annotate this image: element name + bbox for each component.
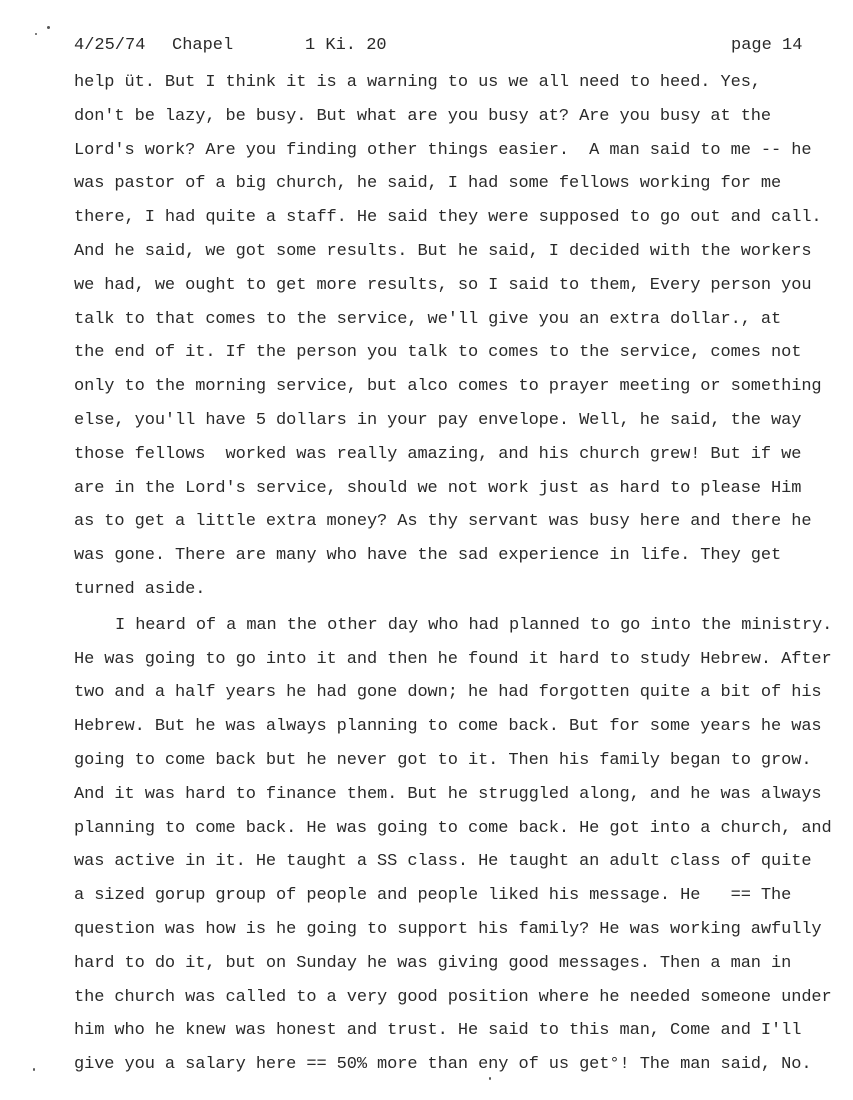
header-reference: 1 Ki. 20 <box>305 36 387 55</box>
text-line: a sized gorup group of people and people liked his message. He == The <box>74 886 792 906</box>
text-line: talk to that comes to the service, we'll give you an extra dollar., at <box>74 309 782 329</box>
text-line: the end of it. If the person you talk to comes to the service, comes not <box>74 343 802 363</box>
ink-speck <box>47 26 50 29</box>
text-line: are in the Lord's service, should we not work just as hard to please Him <box>74 478 802 498</box>
text-line: those fellows worked was really amazing, and his church grew! But if we <box>74 444 802 464</box>
text-line: question was how is he going to support his family? He was working awfully <box>74 919 822 939</box>
paragraph-start-line: I heard of a man the other day who had planned to go into the ministry. <box>115 615 833 635</box>
text-line: two and a half years he had gone down; he had forgotten quite a bit of his <box>74 683 822 703</box>
text-line: only to the morning service, but alco comes to prayer meeting or something <box>74 377 822 397</box>
text-line: we had, we ought to get more results, so I said to them, Every person you <box>74 275 812 295</box>
text-line: was gone. There are many who have the sad experience in life. They get <box>74 546 782 566</box>
text-line: was pastor of a big church, he said, I had some fellows working for me <box>74 174 782 194</box>
text-line: hard to do it, but on Sunday he was giving good messages. Then a man in <box>74 953 792 973</box>
text-line: else, you'll have 5 dollars in your pay envelope. Well, he said, the way <box>74 410 802 430</box>
text-line: him who he knew was honest and trust. He said to this man, Come and I'll <box>74 1021 802 1041</box>
text-line: And he said, we got some results. But he said, I decided with the workers <box>74 241 812 261</box>
text-line: was active in it. He taught a SS class. He taught an adult class of quite <box>74 852 812 872</box>
text-line: the church was called to a very good position where he needed someone under <box>74 987 832 1007</box>
text-line: there, I had quite a staff. He said they were supposed to go out and call. <box>74 208 822 228</box>
text-line: give you a salary here == 50% more than eny of us get°! The man said, No. <box>74 1055 812 1075</box>
text-line: turned aside. <box>74 579 206 599</box>
ink-speck <box>33 1068 35 1071</box>
header-date: 4/25/74 <box>74 36 146 55</box>
text-line: He was going to go into it and then he found it hard to study Hebrew. After <box>74 649 832 669</box>
text-line: Lord's work? Are you finding other things easier. A man said to me -- he <box>74 140 812 160</box>
ink-speck <box>489 1077 491 1080</box>
text-line: going to come back but he never got to it. Then his family began to grow. <box>74 750 812 770</box>
header-page-number: page 14 <box>731 36 803 55</box>
text-line: don't be lazy, be busy. But what are you busy at? Are you busy at the <box>74 106 772 126</box>
header-event: Chapel <box>172 36 234 55</box>
ink-speck <box>35 33 37 35</box>
text-line: help üt. But I think it is a warning to us we all need to heed. Yes, <box>74 73 761 92</box>
text-line: And it was hard to finance them. But he struggled along, and he was always <box>74 784 822 804</box>
text-line: as to get a little extra money? As thy servant was busy here and there he <box>74 512 812 532</box>
text-line: planning to come back. He was going to come back. He got into a church, and <box>74 818 832 838</box>
text-line: Hebrew. But he was always planning to come back. But for some years he was <box>74 717 822 737</box>
document-body <box>74 72 832 1088</box>
